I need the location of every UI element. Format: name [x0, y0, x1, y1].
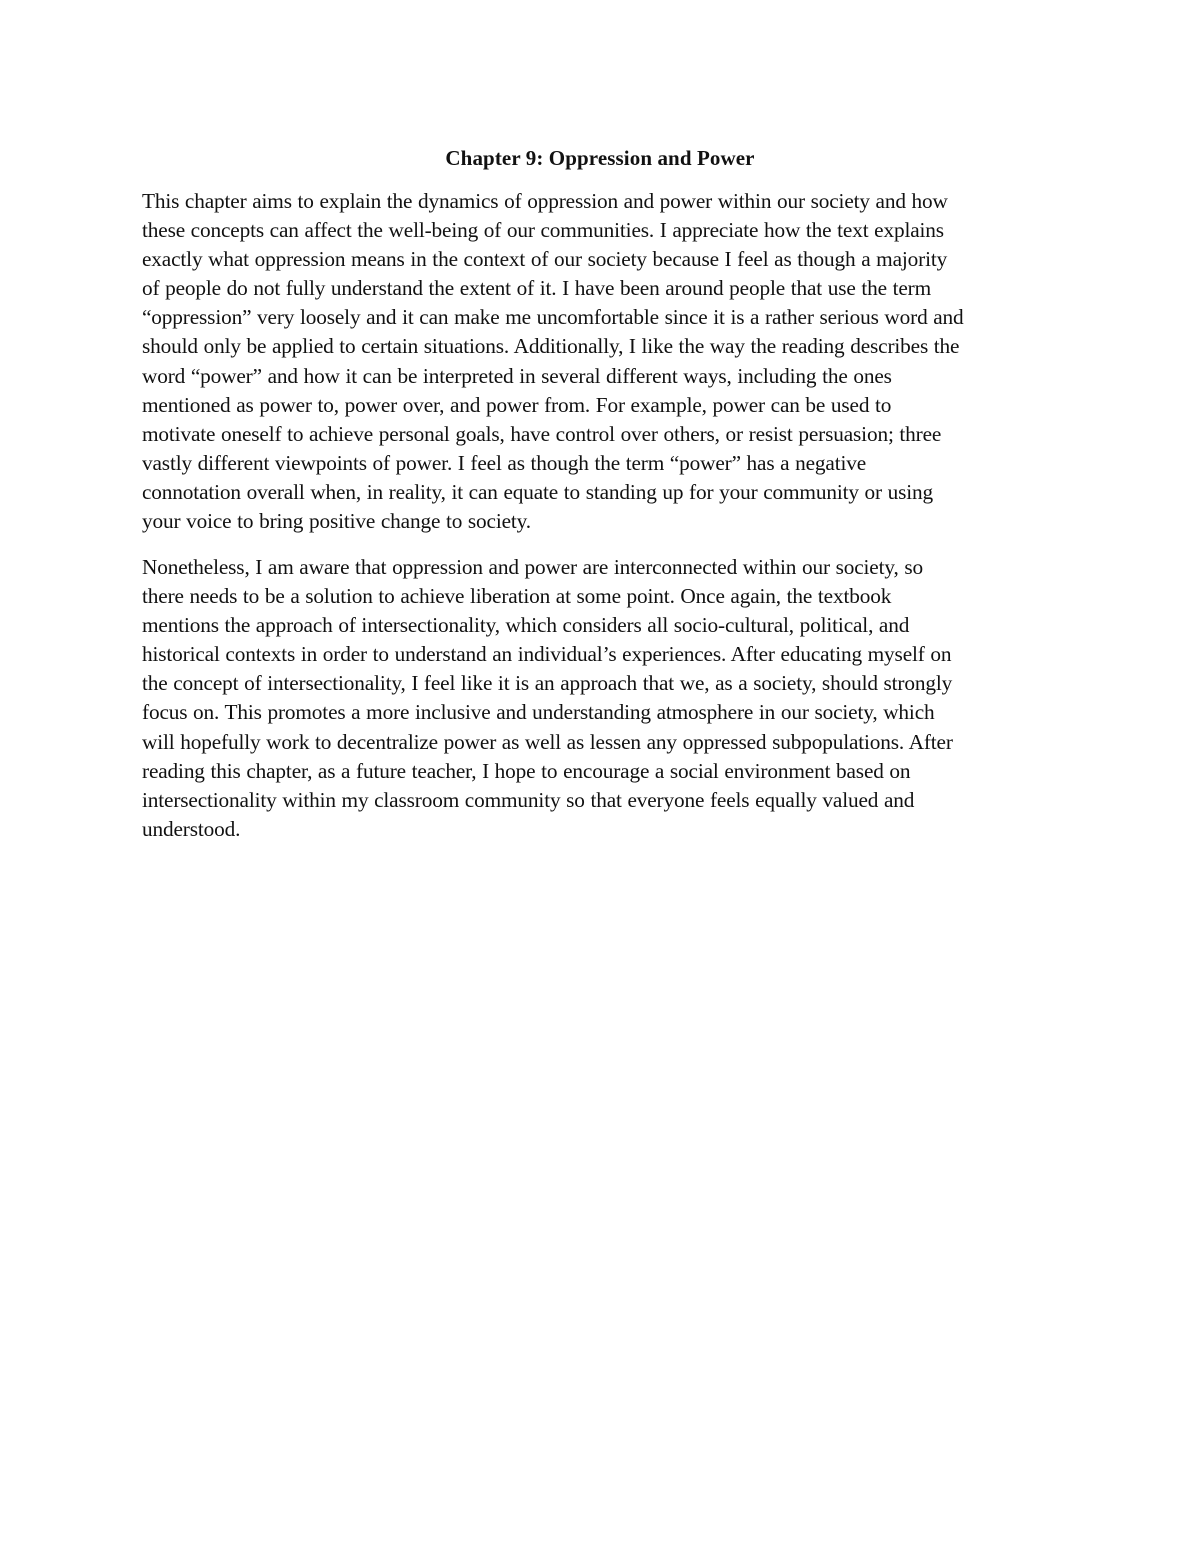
text-line: mentioned as power to, power over, and power from. For example, power can be used to	[142, 392, 892, 417]
paragraph-1	[142, 187, 1067, 536]
text-line: historical contexts in order to understand an individual’s experiences. After educating myself on	[142, 642, 952, 667]
paragraph-2	[142, 553, 1067, 844]
text-line: vastly different viewpoints of power. I feel as though the term “power” has a negative	[142, 450, 867, 475]
text-line: there needs to be a solution to achieve liberation at some point. Once again, the textbook	[142, 584, 892, 609]
text-line: your voice to bring positive change to society.	[142, 509, 531, 534]
text-line: these concepts can affect the well-being of our communities. I appreciate how the text explains	[142, 218, 944, 243]
page-title: Chapter 9: Oppression and Power	[445, 146, 755, 170]
text-line: focus on. This promotes a more inclusive and understanding atmosphere in our society, which	[142, 700, 935, 725]
text-line: understood.	[142, 816, 241, 841]
text-line: word “power” and how it can be interpreted in several different ways, including the ones	[142, 363, 892, 388]
text-line: intersectionality within my classroom community so that everyone feels equally valued and	[142, 787, 915, 812]
text-line: reading this chapter, as a future teacher, I hope to encourage a social environment based on	[142, 758, 911, 783]
text-line: This chapter aims to explain the dynamics of oppression and power within our society and how	[142, 189, 948, 213]
text-line: should only be applied to certain situations. Additionally, I like the way the reading describes the	[142, 334, 960, 359]
text-line: mentions the approach of intersectionality, which considers all socio-cultural, political, and	[142, 613, 910, 638]
text-line: Nonetheless, I am aware that oppression and power are interconnected within our society, so	[142, 555, 923, 579]
text-line: motivate oneself to achieve personal goals, have control over others, or resist persuasion; three	[142, 421, 942, 446]
text-line: “oppression” very loosely and it can make me uncomfortable since it is a rather serious word and	[142, 305, 964, 330]
text-line: connotation overall when, in reality, it can equate to standing up for your community or using	[142, 479, 934, 504]
text-line: of people do not fully understand the extent of it. I have been around people that use the term	[142, 276, 931, 301]
text-line: the concept of intersectionality, I feel like it is an approach that we, as a society, should strongly	[142, 671, 953, 696]
text-line: exactly what oppression means in the context of our society because I feel as though a majority	[142, 247, 948, 272]
text-line: will hopefully work to decentralize power as well as lessen any oppressed subpopulations. After	[142, 729, 953, 754]
